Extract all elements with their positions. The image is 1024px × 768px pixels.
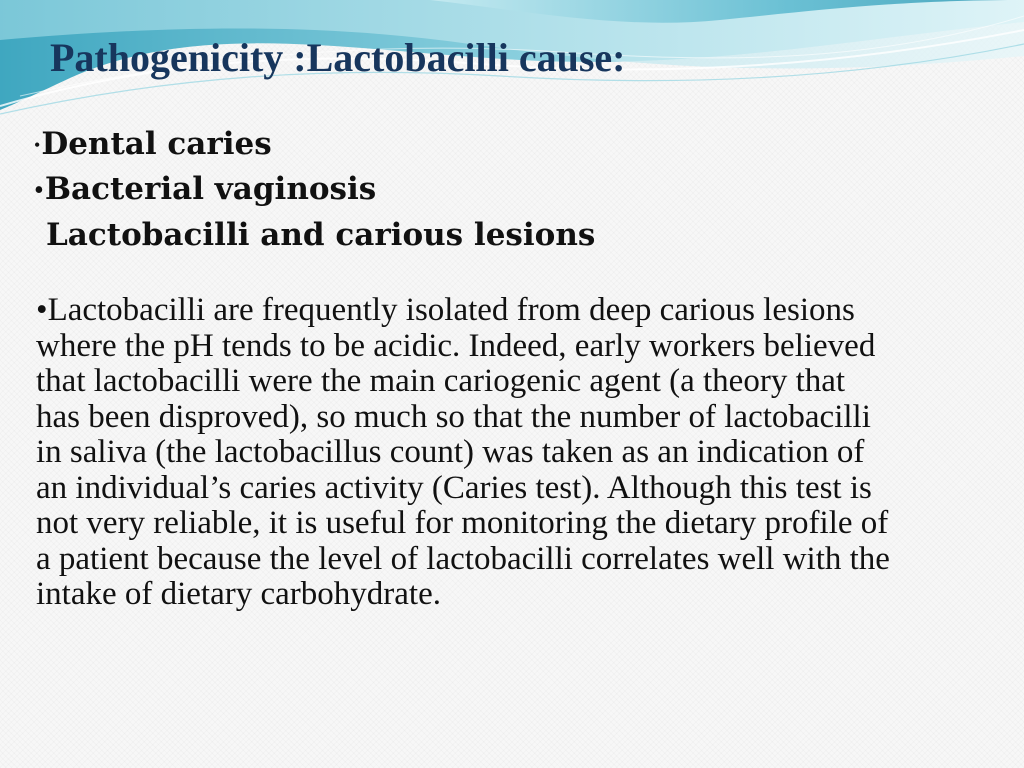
bullet-list xyxy=(34,122,994,257)
bullet-icon: • xyxy=(34,175,44,206)
paragraph-line: not very reliable, it is useful for monitoring the dietary profile of xyxy=(36,505,889,541)
paragraph-line: where the pH tends to be acidic. Indeed, early workers believed xyxy=(36,327,876,364)
paragraph-line: intake of dietary carbohydrate. xyxy=(36,576,441,612)
bullet-text: Bacterial vaginosis xyxy=(44,171,377,207)
paragraph-line xyxy=(36,293,1006,329)
bullet-icon: • xyxy=(36,292,48,328)
paragraph-line: a patient because the level of lactobacilli correlates well with the xyxy=(36,540,890,577)
paragraph-line: that lactobacilli were the main cariogenic agent (a theory that xyxy=(36,363,846,399)
bullet-text: Dental caries xyxy=(41,126,272,162)
bullet-icon: • xyxy=(34,135,41,155)
body-paragraph xyxy=(36,293,1006,613)
paragraph-line: in saliva (the lactobacillus count) was taken as an indication of xyxy=(36,434,865,470)
slide-title: Pathogenicity :Lactobacilli cause: xyxy=(50,35,626,80)
paragraph-line: an individual’s caries activity (Caries test). Although this test is xyxy=(36,469,872,506)
bullet-item-dental-caries xyxy=(34,122,994,167)
paragraph-line: has been disproved), so much so that the number of lactobacilli xyxy=(36,398,871,435)
paragraph-line-text: Lactobacilli are frequently isolated from deep carious lesions xyxy=(47,292,855,328)
bullet-item-bacterial-vaginosis xyxy=(34,167,994,213)
section-subheading: Lactobacilli and carious lesions xyxy=(46,217,596,253)
